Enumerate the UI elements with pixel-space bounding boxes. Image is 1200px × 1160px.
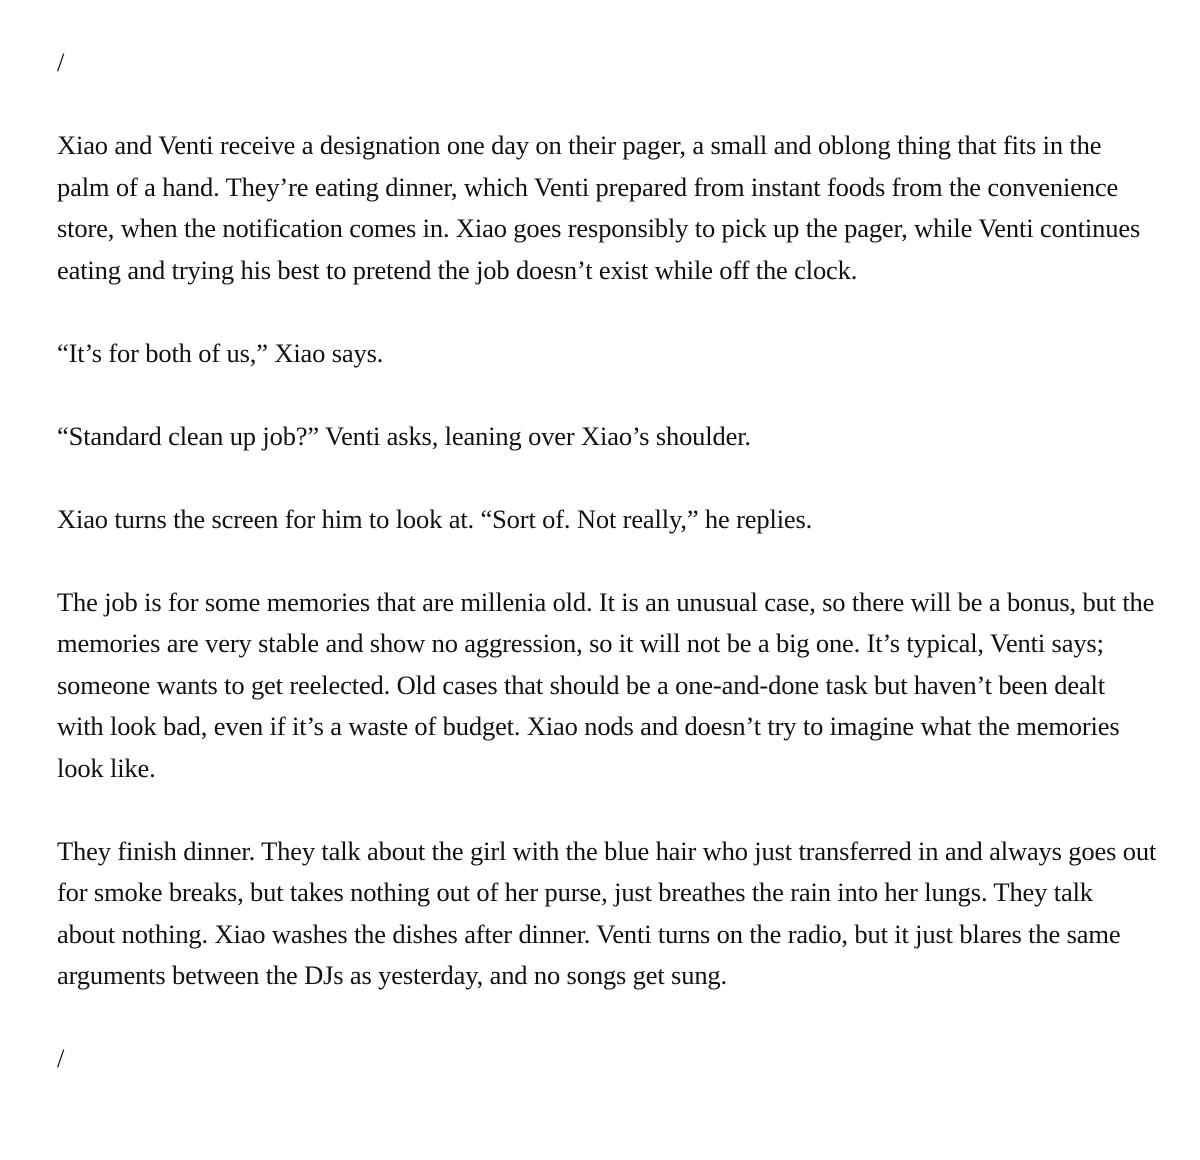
section-divider-top: / xyxy=(57,47,65,77)
paragraph-job-details: The job is for some memories that are millenia old. It is an unusual case, so there will be a bonus, but the memories are very stable and show no aggression, so it will not be a big one. It’s typical, Venti says; someone wants to get reelected. Old cases that should be a one-and-done task but haven’t been dealt with look bad, even if it’s a waste of budget. Xiao nods and doesn’t try to imagine what the memories look like. xyxy=(57,586,1155,783)
paragraph-pager-designation: Xiao and Venti receive a designation one day on their pager, a small and oblong thing that fits in the palm of a hand. They’re eating dinner, which Venti prepared from instant foods from the convenience store, when the notification comes in. Xiao goes responsibly to pick up the pager, while Venti continues eating and trying his best to pretend the job doesn’t exist while off the clock. xyxy=(57,130,1141,285)
section-divider-bottom: / xyxy=(57,1043,65,1073)
document-body xyxy=(57,42,1157,1121)
paragraph-standard-job: “Standard clean up job?” Venti asks, leaning over Xiao’s shoulder. xyxy=(57,420,751,451)
paragraph-finish-dinner: They finish dinner. They talk about the girl with the blue hair who just transferred in and always goes out for smoke breaks, but takes nothing out of her purse, just breathes the rain into her lungs. They talk about nothing. Xiao washes the dishes after dinner. Venti turns on the radio, but it just blares the same arguments between the DJs as yesterday, and no songs get sung. xyxy=(57,835,1157,990)
paragraph-both-of-us: “It’s for both of us,” Xiao says. xyxy=(57,337,384,368)
paragraph-sort-of: Xiao turns the screen for him to look at. “Sort of. Not really,” he replies. xyxy=(57,503,813,534)
